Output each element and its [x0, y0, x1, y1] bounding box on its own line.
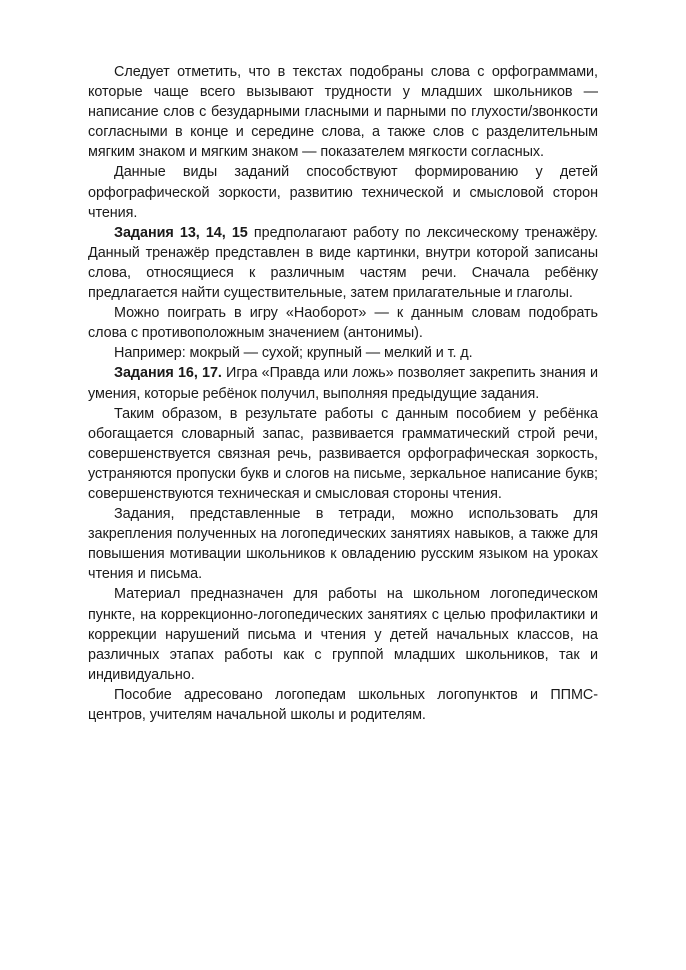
paragraph-5-text: Например: мокрый — сухой; крупный — мелкий и т. д. [114, 345, 473, 362]
paragraph-2 [88, 162, 598, 222]
run-in-heading-tasks-13-14-15: Задания 13, 14, 15 [114, 224, 248, 241]
run-in-heading-tasks-16-17: Задания 16, 17. [114, 365, 222, 382]
paragraph-10 [88, 685, 598, 725]
paragraph-9 [88, 584, 598, 684]
paragraph-7-text: Таким образом, в результате работы с данным пособием у ребёнка обогащается словарный запас, развивается грамматический строй речи, совершенствуется связная речь, развивается орфографическая зоркость, устраняются пропуски букв и слогов на письме, зеркальное написание букв; совершенствуются техническая и смысловая стороны чтения. [88, 405, 598, 502]
paragraph-3-text: предполагают работу по лексическому тренажёру. Данный тренажёр представлен в виде картинки, внутри которой записаны слова, относящиеся к различным частям речи. Сначала ребёнку предлагается найти существительные, затем прилагательные и глаголы. [88, 224, 599, 302]
paragraph-4 [88, 303, 598, 343]
paragraph-7 [88, 404, 598, 504]
paragraph-1 [88, 62, 598, 162]
paragraph-8 [88, 504, 598, 584]
paragraph-1-text: Следует отметить, что в текстах подобраны слова с орфограммами, которые чаще всего вызывают трудности у младших школьников — написание слов с безударными гласными и парными по глухости/звонкости согласными в конце и середине слова, а также слов с разделительным мягким знаком и мягким знаком — показателем мягкости согласных. [88, 64, 598, 161]
paragraph-9-text: Материал предназначен для работы на школьном логопедическом пункте, на коррекционно-логопедических занятиях с целью профилактики и коррекции нарушений письма и чтения у детей начальных классов, на различных этапах работы как с группой младших школьников, так и индивидуально. [88, 586, 598, 683]
paragraph-2-text: Данные виды заданий способствуют формированию у детей орфографической зоркости, развитию технической и смысловой сторон чтения. [88, 164, 598, 221]
paragraph-3-tasks-13-14-15 [88, 223, 598, 303]
paragraph-5-example [88, 343, 598, 363]
paragraph-6-text: Игра «Правда или ложь» позволяет закрепить знания и умения, которые ребёнок получил, выполняя предыдущие задания. [88, 365, 598, 402]
paragraph-8-text: Задания, представленные в тетради, можно использовать для закрепления полученных на логопедических занятиях навыков, а также для повышения мотивации школьников к овладению русским языком на уроках чтения и письма. [88, 506, 598, 583]
paragraph-6-tasks-16-17 [88, 363, 598, 403]
paragraph-10-text: Пособие адресовано логопедам школьных логопунктов и ППМС-центров, учителям начальной школы и родителям. [88, 686, 598, 723]
paragraph-4-text: Можно поиграть в игру «Наоборот» — к данным словам подобрать слова с противоположным значением (антонимы). [88, 305, 598, 342]
body-text-column [88, 62, 598, 725]
